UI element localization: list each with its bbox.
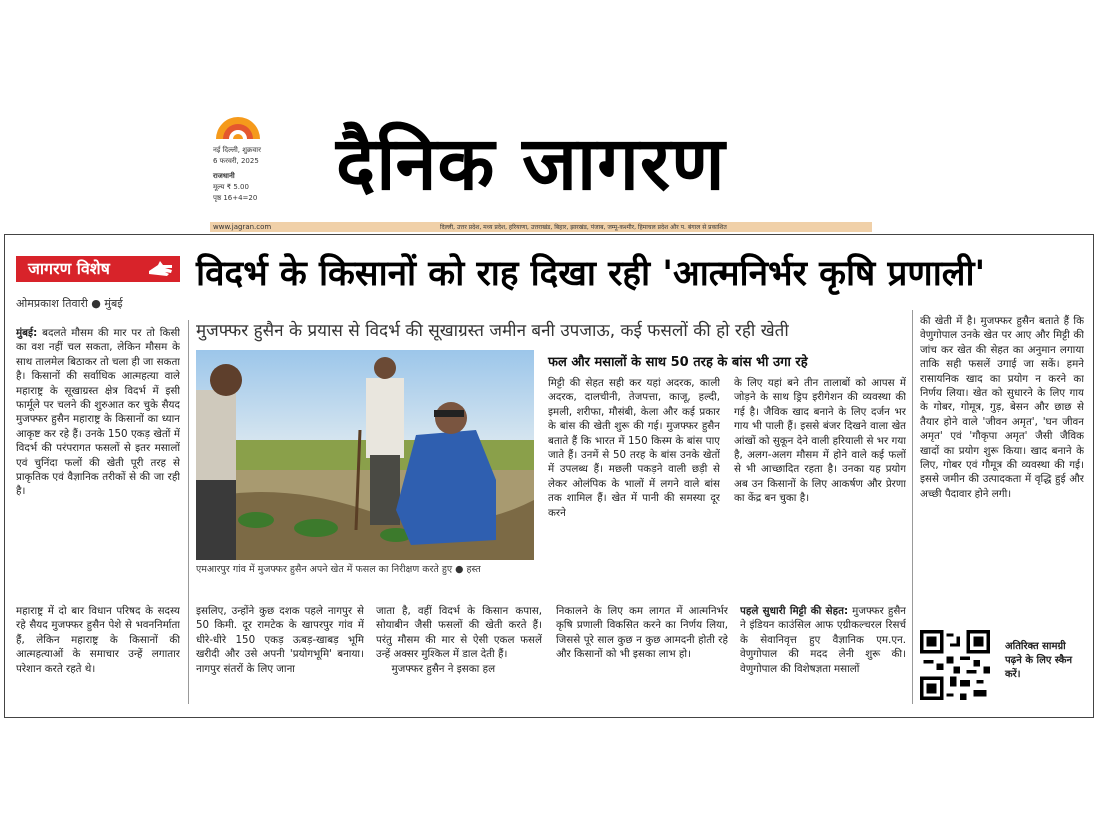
column-heading: फल और मसालों के साथ 50 तरह के बांस भी उगा रहे xyxy=(548,355,808,370)
column-1 xyxy=(16,326,180,598)
column-4 xyxy=(548,376,720,588)
column-5 xyxy=(734,376,906,588)
column-1-text: बदलते मौसम की मार पर तो किसी का वश नहीं चल सकता, लेकिन मौसम के साथ तालमेल बिठाकर तो चला ही जा सकता है। किसानों की सर्वाधिक आत्महत्या वाले महाराष्ट्र के सूखाग्रस्त क्षेत्र विदर्भ में इसी फार्मूले पर चलने की शुरुआत कर चुके सैयद मुजफ्फर हुसैन महाराष्ट्र के किसानों का ध्यान आकृष्ट कर रहे हैं। उनके 150 एकड़ खेतों में विदर्भ की परंपरागत फसलों से इतर मसालों एवं चुनिंदा फलों की खेती पूरी तरह से प्राकृतिक एवं वैज्ञानिक तरीकों से की जा रही है। xyxy=(16,327,180,498)
rising-sun-logo xyxy=(213,113,263,139)
masthead-city-day: नई दिल्ली, शुक्रवार xyxy=(213,146,261,154)
masthead-price: मूल्य ₹ 5.00 xyxy=(213,183,249,191)
column-4b-text: निकालने के लिए कम लागत में आत्मनिर्भर कृषि प्रणाली विकसित करने का निर्णय लिया, जिससे पूरे साल कुछ न कुछ आमदनी होती रहे और किसानों को भी इसका लाभ हो। xyxy=(556,605,728,661)
jagran-vishesh-tag: जागरण विशेष xyxy=(16,256,180,282)
column-1b-text: महाराष्ट्र में दो बार विधान परिषद के सदस्य रहे सैयद मुजफ्फर हुसैन पेशे से भवननिर्माता हैं, लेकिन महाराष्ट्र के किसानों की आत्महत्याओं के समाचार उन्हें लगातार परेशान करते रहते थे। xyxy=(16,605,180,675)
byline: ओमप्रकाश तिवारी ● मुंबई xyxy=(16,297,123,310)
column-4b xyxy=(556,604,728,704)
website-link[interactable]: www.jagran.com xyxy=(213,223,272,231)
hand-icon xyxy=(146,259,176,279)
column-3b-text: मुजफ्फर हुसैन ने इसका हल xyxy=(391,662,496,675)
section-heading: पहले सुधारी मिट्टी की सेहत: xyxy=(740,605,849,617)
column-5-text: के लिए यहां बने तीन तालाबों को आपस में जोड़ने के साथ ड्रिप इरीगेशन की व्यवस्था की गई है। जैविक खाद बनाने के लिए दर्जन भर गाय भी पाली हैं। इससे बंजर दिखने वाला खेत आंखों को सुकून देने वाली हरियाली से भर गया है, अलग-अलग मौसम में होने वाले कई फलों से भी आच्छादित रहता है। उनका यह प्रयोग अब उन किसानों के लिए आकर्षण और प्रेरणा का केंद्र बन चुका है। xyxy=(734,377,906,505)
masthead-edition: राजधानी xyxy=(213,172,235,180)
farm-photo xyxy=(196,350,534,560)
column-5b-text: मुजफ्फर हुसैन ने इंडियन काउंसिल आफ एग्रीकल्चरल रिसर्च के सेवानिवृत्त हुए वैज्ञानिक एम.एन. वेणुगोपाल की मदद लेनी शुरू की। वेणुगोपाल की विशेषज्ञता मसालों xyxy=(740,605,906,675)
column-6-text: की खेती में है। मुजफ्फर हुसैन बताते हैं कि वेणुगोपाल उनके खेत पर आए और मिट्टी की जांच कर खेत की सेहत का अनुमान लगाया ताकि सही फसलें उगाई जा सकें। हमने रासायनिक खाद का प्रयोग न करने का निर्णय लिया। खेत को सुधारने के लिए गाय के गोबर, गोमूत्र, गुड़, बेसन और छाछ से तैयार होने वाले 'जीवन अमृत', 'घन जीवन अमृत' एवं 'गौकृपा अमृत' जैसी जैविक खादों का प्रयोग शुरू किया। खाद बनाने के लिए, गोबर एवं गौमूत्र की व्यवस्था की गई। इससे जमीन की उत्पादकता में वृद्धि हुई और अच्छी पैदावार होने लगी। xyxy=(920,315,1084,500)
column-5b xyxy=(740,604,906,704)
subheadline: मुजफ्फर हुसैन के प्रयास से विदर्भ की सूखाग्रस्त जमीन बनी उपजाऊ, कई फसलों की हो रही खेती xyxy=(196,321,789,341)
newspaper-title: दैनिक जागरण xyxy=(336,121,726,207)
masthead-date: 6 फरवरी, 2025 xyxy=(213,157,259,165)
column-2-text: इसलिए, उन्होंने कुछ दशक पहले नागपुर से 50 किमी. दूर रामटेक के खापरपुर गांव में धीरे-धीरे 150 एकड़ ऊबड़-खाबड़ भूमि खरीदी और उसे अपनी 'प्रयोगभूमि' बनाया। नागपुर संतरों के लिए जाना xyxy=(196,605,364,675)
photo-caption: एमआरपुर गांव में मुजफ्फर हुसैन अपने खेत में फसल का निरीक्षण करते हुए ● हस्त xyxy=(196,564,481,575)
qr-code[interactable] xyxy=(920,630,990,700)
divider xyxy=(912,310,913,704)
dateline: मुंबई: xyxy=(16,327,38,339)
column-1b xyxy=(16,604,180,704)
column-6 xyxy=(920,314,1084,612)
column-4-text: मिट्टी की सेहत सही कर यहां अदरक, काली अदरक, दालचीनी, तेजपत्ता, काजू, हल्दी, इमली, शरीफा, मौसंबी, केला और कई प्रकार के बांस की खेती शुरू की गई। मुजफ्फर हुसैन बताते हैं कि भारत में 150 किस्म के बांस पाए जाते हैं। उनमें से 50 तरह के बांस उनके खेतों में उपलब्ध हैं। मछली पकड़ने वाली छड़ी से लेकर ओलंपिक के भालों में लगने वाले बांस तक शामिल हैं। खेत में पानी की समस्या दूर करने xyxy=(548,377,720,519)
editions-line: दिल्ली, उत्तर प्रदेश, मध्य प्रदेश, हरियाणा, उत्तराखंड, बिहार, झारखंड, पंजाब, जम्मू-कश्मीर, हिमाचल प्रदेश और प. बंगाल से प्रकाशित xyxy=(440,224,727,231)
headline: विदर्भ के किसानों को राह दिखा रही 'आत्मनिर्भर कृषि प्रणाली' xyxy=(196,254,986,294)
column-3 xyxy=(376,604,542,704)
column-3-text: जाता है, वहीं विदर्भ के किसान कपास, सोयाबीन जैसी फसलों की खेती करते हैं। परंतु मौसम की मार से ऐसी एकल फसलें उन्हें अक्सर मुश्किल में डाल देती हैं। xyxy=(376,605,542,661)
masthead-pages: पृष्ठ 16+4=20 xyxy=(213,194,258,202)
column-2 xyxy=(196,604,364,704)
qr-caption: अतिरिक्त सामग्री पढ़ने के लिए स्कैन करें। xyxy=(1005,641,1073,680)
divider xyxy=(188,320,189,704)
